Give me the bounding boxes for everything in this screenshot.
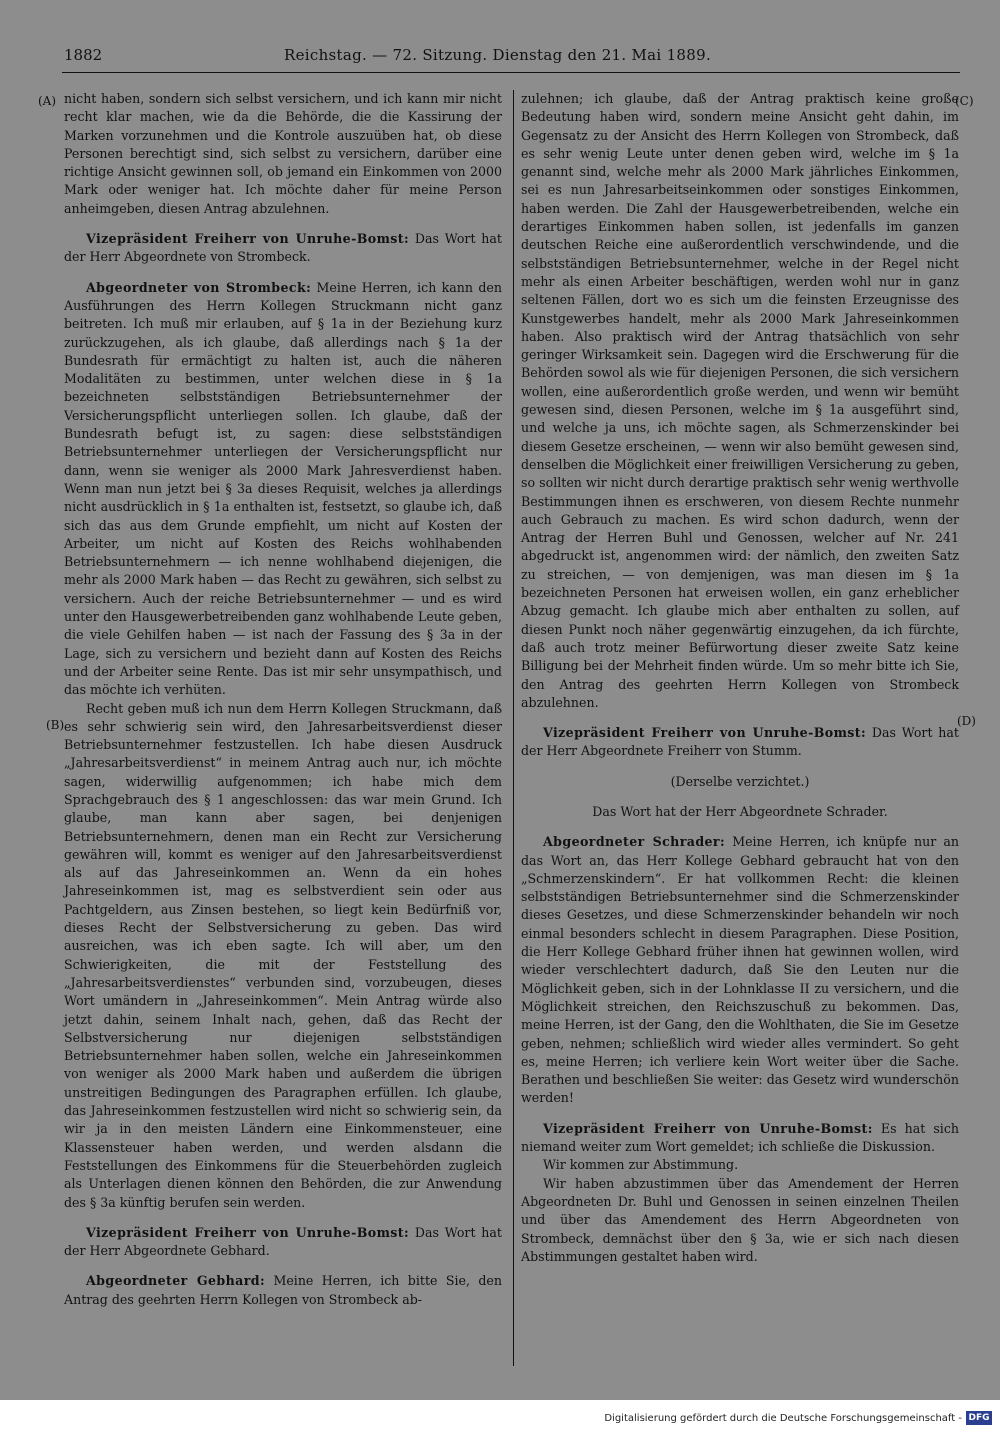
running-title: Reichstag. — 72. Sitzung. Dienstag den 21. Mai 1889.: [284, 46, 712, 64]
margin-letter-a: (A): [38, 94, 57, 108]
speech-paragraph: [521, 724, 959, 761]
speaker-name: Vizepräsident Freiherr von Unruhe-Bomst:: [86, 231, 410, 247]
speech-text: Meine Herren, ich knüpfe nur an das Wort an, das Herr Kollege Gebhard gebraucht hat von den „Schmerzenskindern“. Er hat vollkommen Recht: die kleinen selbstständigen Betriebsunternehmer sind die Schmerzenskinder dieses Gesetzes, und diese Schmerzenskinder behandeln wir noch einmal besonders schlecht in diesem Paragraphen. Diese Position, die Herr Kollege Gebhard früher ihnen hat gewinnen wollen, wird wieder verschlechtert dadurch, daß Sie den Leuten nur die Möglichkeit geben, sich in der Lohnklasse II zu versichern, und die Möglichkeit streichen, den Reichszuschuß zu bekommen. Das, meine Herren, ist der Gang, den die Wohlthaten, die Sie im Gesetze geben, nehmen; schließlich wird wieder alles vermindert. So geht es, meine Herren; ich verliere kein Wort weiter über die Sache. Berathen und beschließen Sie weiter: das Gesetz wird wunderschön werden!: [521, 834, 959, 1106]
speaker-name: Vizepräsident Freiherr von Unruhe-Bomst:: [543, 725, 867, 741]
margin-letter-d: (D): [957, 714, 976, 728]
paragraph: Wir haben abzustimmen über das Amendement der Herren Abgeordneten Dr. Buhl und Genossen in seinen einzelnen Theilen und über das Amendement des Herrn Abgeordneten von Strombeck, demnächst über den § 3a, wie er sich nach diesen Abstimmungen gestaltet haben wird.: [521, 1175, 959, 1264]
speaker-name: Abgeordneter Gebhard:: [86, 1273, 266, 1289]
speaker-name: Abgeordneter von Strombeck:: [86, 279, 312, 295]
paragraph: nicht haben, sondern sich selbst versichern, und ich kann mir nicht recht klar machen, wie da die Behörde, die die Kassirung der Marken vorzunehmen und die Kontrole auszuüben hat, ob diese Personen berechtigt sind, sich selbst zu versichern, darüber eine richtige Ansicht gewinnen soll, ob jemand ein Einkommen von 2000 Mark oder weniger hat. Ich möchte daher für meine Person anheimgeben, diesen Antrag abzulehnen.: [64, 91, 502, 216]
speech-paragraph: [64, 1272, 502, 1309]
header-rule: [62, 72, 960, 73]
paragraph: Recht geben muß ich nun dem Herrn Kollegen Struckmann, daß es sehr schwierig sein wird, den Jahresarbeitsverdienst dieser Betriebsunternehmer festzustellen. Ich habe diesen Ausdruck „Jahresarbeitsverdienst“ in meinem Antrag auch nur, ich möchte sagen, widerwillig aufgenommen; ich habe mich dem Sprachgebrauch des § 1 angeschlossen: das war mein Grund. Ich glaube, man kann aber sagen, bei denjenigen Betriebsunternehmern, denen man ein Recht zur Versicherung gewähren will, kommt es weniger auf den Jahresarbeitsverdienst als auf das Jahreseinkommen an. Wenn da ein hohes Jahreseinkommen ist, mag es selbstverdient sein oder aus Pachtgeldern, aus Zinsen bestehen, so liegt kein Bedürfniß vor, dieses Recht der Selbstversicherung zu geben. Das wird ausreichen, was ich eben sagte. Ich will aber, um den Schwierigkeiten, die mit der Feststellung des „Jahresarbeitsverdienstes“ verbunden sind, vorzubeugen, dieses Wort umändern in „Jahreseinkommen“. Mein Antrag würde also jetzt dahin, seinem Inhalt nach, gehen, daß das Recht der Selbstversicherung nur diejenigen selbstständigen Betriebsunternehmer haben sollen, welche ein Jahreseinkommen von weniger als 2000 Mark haben und außerdem die übrigen unstreitigen Bedingungen des Paragraphen erfüllen. Ich glaube, das Jahreseinkommen festzustellen wird nicht so schwierig sein, da wir ja in den meisten Ländern eine Einkommensteuer, eine Klassensteuer haben werden, und werden alsdann die Feststellungen des Einkommens für die Steuerbehörden zugleich als Unterlagen dienen können den Behörden, die zur Anwendung des § 3a künftig berufen sein werden.: [64, 700, 502, 1210]
speech-paragraph: [521, 1120, 959, 1157]
speaker-name: Vizepräsident Freiherr von Unruhe-Bomst:: [543, 1120, 873, 1136]
speech-text: Es hat sich niemand weiter zum Wort gemeldet; ich schließe die Diskussion.: [521, 1120, 959, 1155]
margin-letter-b: (B): [46, 718, 65, 732]
speaker-name: Abgeordneter Schrader:: [543, 834, 726, 850]
speech-paragraph: [64, 1224, 502, 1261]
funding-credit: Digitalisierung gefördert durch die Deutsche Forschungsgemeinschaft -: [604, 1413, 962, 1424]
page-header: [64, 46, 944, 70]
paragraph: Das Wort hat der Herr Abgeordnete Schrader.: [592, 803, 888, 819]
speech-text: Das Wort hat der Herr Abgeordnete von Strombeck.: [64, 231, 502, 265]
paragraph: (Derselbe verzichtet.): [670, 773, 810, 789]
footer-bar: [0, 1400, 1000, 1432]
speech-text: Meine Herren, ich bitte Sie, den Antrag des geehrten Herrn Kollegen von Strombeck ab-: [64, 1273, 502, 1307]
left-column: [64, 90, 502, 1309]
speech-text: Das Wort hat der Herr Abgeordnete Freiherr von Stumm.: [521, 725, 959, 759]
column-divider: [513, 90, 514, 1366]
speech-paragraph: [521, 833, 959, 1107]
margin-letter-c: (C): [955, 94, 974, 108]
page-number: 1882: [64, 46, 103, 64]
paragraph: zulehnen; ich glaube, daß der Antrag praktisch keine große Bedeutung haben wird, sondern meine Ansicht geht dahin, im Gegensatz zu der Ansicht des Herrn Kollegen von Strombeck, daß es sehr wenig Leute unter denen geben wird, welche im § 1a genannt sind, welche mehr als 2000 Mark jährliches Einkommen, sei es nun Jahresarbeitseinkommen oder sonstiges Einkommen, haben werden. Die Zahl der Hausgewerbetreibenden, welche ein derartiges Einkommen haben sollen, ist jedenfalls im ganzen deutschen Reiche eine außerordentlich verschwindende, und die selbstständigen Betriebsunternehmer, welche in der Regel nicht mehr als einen Arbeiter beschäftigen, werden wohl nur in ganz seltenen Fällen, dort wo es sich um die feinsten Erzeugnisse des Kunstgewerbes handelt, mehr als 2000 Mark Jahreseinkommen haben. Also praktisch wird der Antrag thatsächlich von sehr geringer Wirksamkeit sein. Dagegen wird die Erschwerung für die Behörden sowol als wie für diejenigen Personen, die sich versichern wollen, eine außerordentlich große werden, und wenn wir bemüht gewesen sind, diesen Personen, welche im § 1a ausgeführt sind, und welche ja uns, ich möchte sagen, als Schmerzenskinder bei diesem Gesetze erscheinen, — wenn wir also bemüht gewesen sind, denselben die Möglichkeit einer freiwilligen Versicherung zu geben, so sollten wir nicht durch derartige praktisch sehr wenig werthvolle Bestimmungen ihnen es erschweren, von diesem Rechte nunmehr auch Gebrauch zu machen. Es wird schon dadurch, wenn der Antrag der Herren Buhl und Genossen, welcher auf Nr. 241 abgedruckt ist, angenommen wird: der nämlich, den zweiten Satz zu streichen, — von demjenigen, was man diesen im § 1a bezeichneten Personen hat erweisen wollen, ein ganz erheblicher Abzug gemacht. Ich glaube mich aber enthalten zu sollen, auf diesen Punkt noch näher gegenwärtig einzugehen, da ich fürchte, daß auch trotz meiner Befürwortung dieser zweite Satz keine Billigung bei der Mehrheit finden würde. Um so mehr bitte ich Sie, den Antrag des geehrten Herrn Kollegen von Strombeck abzulehnen.: [521, 91, 959, 710]
speech-paragraph: [64, 230, 502, 267]
speech-paragraph: [64, 279, 502, 700]
paragraph: Wir kommen zur Abstimmung.: [543, 1157, 739, 1173]
speaker-name: Vizepräsident Freiherr von Unruhe-Bomst:: [86, 1224, 410, 1240]
right-column: [521, 90, 959, 1266]
dfg-logo: DFG: [966, 1411, 992, 1425]
speech-text: Das Wort hat der Herr Abgeordnete Gebhard.: [64, 1224, 502, 1259]
speech-text: Meine Herren, ich kann den Ausführungen des Herrn Kollegen Struckmann nicht ganz beitreten. Ich muß mir erlauben, auf § 1a in der Beziehung kurz zurückzugehen, als ich glaube, daß allerdings nach § 1a der Bundesrath für ermächtigt zu halten ist, auch die näheren Modalitäten zu bestimmen, unter welchen diese in § 1a bezeichneten selbstständigen Betriebsunternehmer der Versicherungspflicht unterliegen sollen. Ich glaube, daß der Bundesrath befugt ist, zu sagen: diese selbstständigen Betriebsunternehmer unterliegen der Versicherungspflicht nur dann, wenn sie weniger als 2000 Mark Jahresverdienst haben. Wenn man nun jetzt bei § 3a dieses Requisit, welches ja allerdings nicht ausdrücklich in § 1a enthalten ist, festsetzt, so glaube ich, daß sich das aus dem Grunde empfiehlt, um nicht auf Kosten der Arbeiter, um nicht auf Kosten des Reichs wohlhabenden Betriebsunternehmern — ich nenne wohlhabend diejenigen, die mehr als 2000 Mark haben — das Recht zu gewähren, sich selbst zu versichern. Auch der reiche Betriebsunternehmer — und es wird unter den Hausgewerbetreibenden ganz wohlhabende Leute geben, die viele Gehilfen haben — ist nach der Fassung des § 3a in der Lage, sich zu versichern und bezieht dann auf Kosten des Reichs und der Arbeiter seine Rente. Das ist mir sehr unsympathisch, und das möchte ich verhüten.: [64, 279, 502, 698]
